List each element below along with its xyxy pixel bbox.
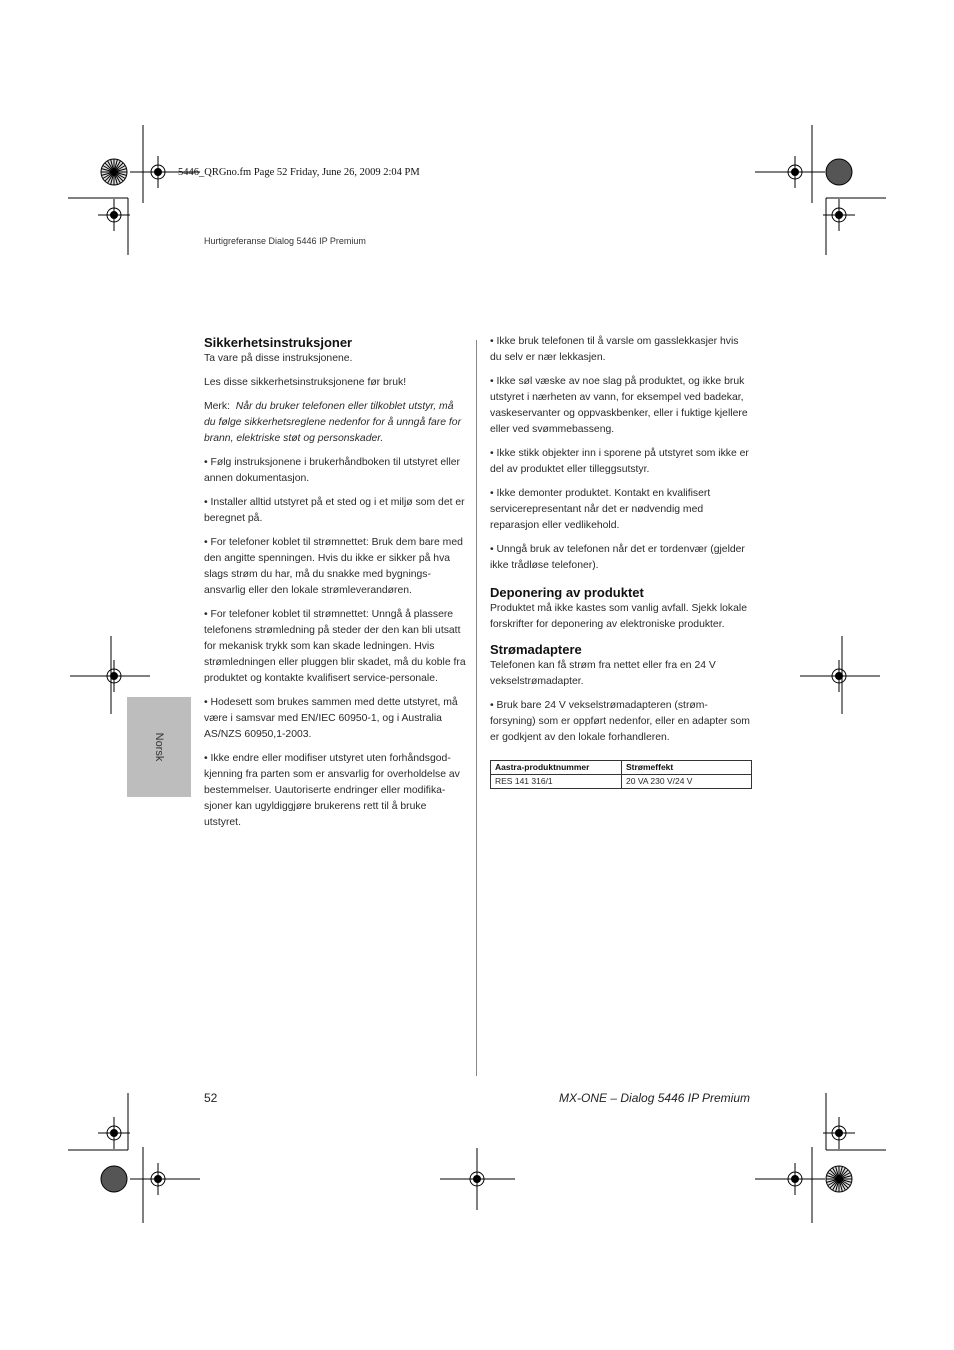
list-item: • Ikke søl væske av noe slag på produktet, og ikke bruk utstyret i nærheten av vann, for eksempel ved badekar, vaskeservanter og oppvaskbenker, eller i fuktige kjellere eller ved svømmebasseng. [490, 376, 748, 435]
column-divider [476, 340, 477, 1076]
list-item: • Ikke stikk objekter inn i sporene på utstyret som ikke er del av produktet eller tilleggsutstyr. [490, 448, 749, 475]
list-item: • Følg instruksjonene i brukerhåndboken til utstyret eller annen dokumentasjon. [204, 457, 461, 484]
file-slug: 5446_QRGno.fm Page 52 Friday, June 26, 2009 2:04 PM [178, 167, 420, 178]
list-item: • Ikke bruk telefonen til å varsle om gasslekkasjer hvis du selv er nær lekkasjen. [490, 336, 739, 363]
page-number: 52 [204, 1091, 218, 1105]
list-item: • For telefoner koblet til strømnettet: Bruk dem bare med den angitte spenningen. Hvis du ikke er sikker på hva slags strøm du har, må du snakke med bygnings-ansvarlig eller den lokale strømleverandøren. [204, 537, 463, 596]
safety-heading: Sikkerhetsinstruksjoner [204, 335, 353, 350]
footer-title: MX-ONE – Dialog 5446 IP Premium [559, 1091, 750, 1105]
disposal-text: Produktet må ikke kastes som vanlig avfall. Sjekk lokale forskrifter for deponering av elektroniske produkter. [490, 603, 747, 630]
list-item: • Ikke demonter produktet. Kontakt en kvalifisert servicerepresentant når det er nødvendig med reparasjon eller vedlikehold. [490, 488, 711, 531]
note [204, 399, 466, 447]
adapter-table [490, 760, 752, 789]
note-label: Merk: [204, 401, 230, 412]
adapter-heading: Strømadaptere [490, 642, 582, 657]
color-bar-swatch [101, 1166, 127, 1192]
left-column [204, 334, 466, 839]
adapter-bullet: • Bruk bare 24 V vekselstrømadapteren (strøm-forsyning) som er oppført nedenfor, eller en adapter som er godkjent av den lokale forhandleren. [490, 700, 750, 743]
list-item: • Installer alltid utstyret på et sted og i et miljø som det er beregnet på. [204, 497, 465, 524]
table-cell: RES 141 316/1 [491, 775, 622, 789]
color-bar-swatch [826, 159, 852, 185]
language-tab-label: Norsk [153, 732, 165, 762]
right-column [490, 334, 752, 789]
table-header-row [491, 761, 752, 775]
adapter-text: Telefonen kan få strøm fra nettet eller fra en 24 V vekselstrømadapter. [490, 660, 716, 687]
table-row [491, 775, 752, 789]
intro-text-2: Les disse sikkerhetsinstruksjonene før bruk! [204, 377, 407, 388]
table-header-cell: Aastra-produktnummer [491, 761, 622, 775]
list-item: • For telefoner koblet til strømnettet: Unngå å plassere telefonens strømledning på steder der den kan bli utsatt for mekanisk trykk som kan skade ledningen. Hvis strømledningen eller pluggen blir skadet, må du koble fra produktet og kontakte kvalifisert service-personale. [204, 609, 466, 684]
intro-text-1: Ta vare på disse instruksjonene. [204, 353, 353, 364]
list-item: • Ikke endre eller modifiser utstyret uten forhåndsgod-kjenning fra parten som er ansvarlig for overholdelse av bestemmelser. Uautoriserte endringer eller modifika-sjoner kan ugyldiggjøre brukerens rett til å bruke utstyret. [204, 753, 460, 828]
list-item: • Hodesett som brukes sammen med dette utstyret, må være i samsvar med EN/IEC 60950-1, og i Australia AS/NZS 60950,1-2003. [204, 697, 458, 740]
list-item: • Unngå bruk av telefonen når det er tordenvær (gjelder ikke trådløse telefoner). [490, 544, 745, 571]
table-header-cell: Strømeffekt [622, 761, 752, 775]
running-head: Hurtigreferanse Dialog 5446 IP Premium [204, 236, 366, 246]
table-cell: 20 VA 230 V/24 V [622, 775, 752, 789]
disposal-heading: Deponering av produktet [490, 585, 644, 600]
note-text: Når du bruker telefonen eller tilkoblet utstyr, må du følge sikkerhetsreglene nedenfor for å unngå fare for brann, elektriske støt og personskader. [204, 401, 462, 444]
